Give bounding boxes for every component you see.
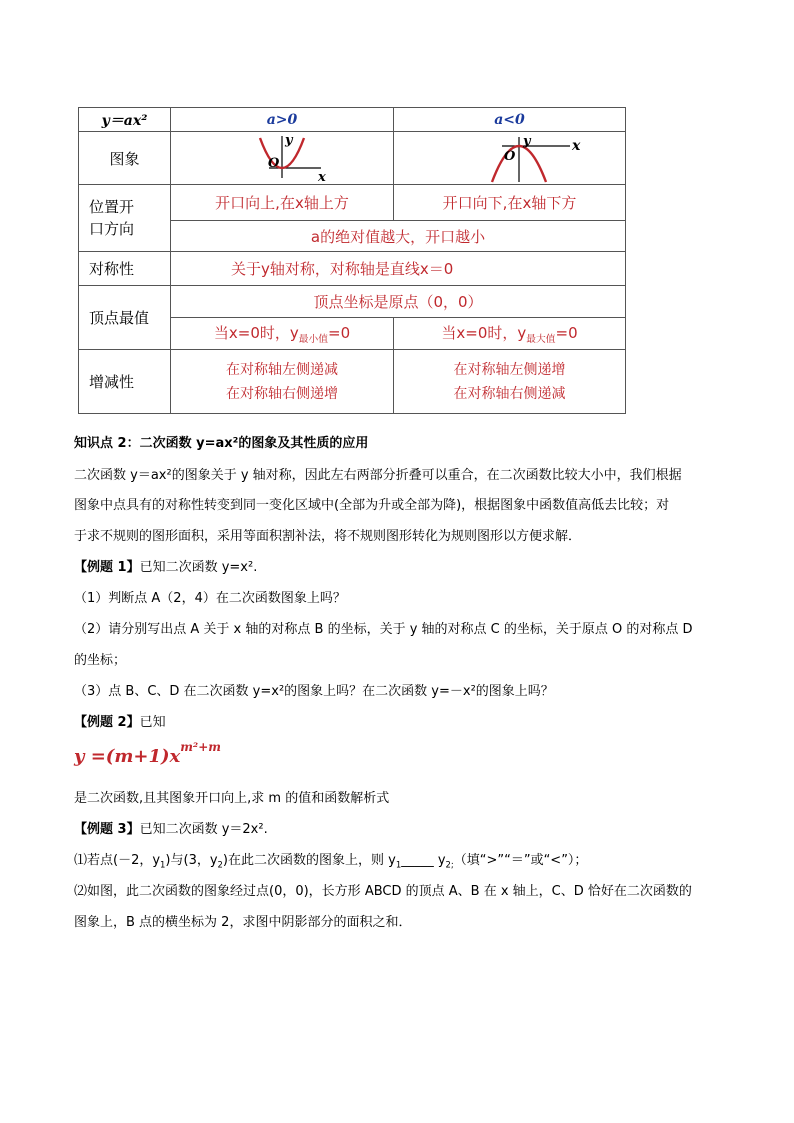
opening-negative: 开口向下,在x轴下方 [394,185,626,221]
example-2-header: 【例题 2】已知 [74,715,166,730]
example-1-q1: （1）判断点 A（2，4）在二次函数图象上吗？ [74,591,346,606]
header-a-positive: a>0 [171,108,394,132]
graph-negative-cell [394,132,626,185]
origin-label: O [504,149,516,164]
example-3-q2-line-1: ⑵如图，此二次函数的图象经过点(0，0)，长方形 ABCD 的顶点 A、B 在 x 轴上，C、D 恰好在二次函数的 [74,884,692,899]
example-3-q2-line-2: 图象上，B 点的横坐标为 2，求图中阴影部分的面积之和． [74,915,412,930]
opening-common: a的绝对值越大，开口越小 [171,221,626,252]
opening-positive: 开口向上,在x轴上方 [171,185,394,221]
y-axis-label: y [523,134,531,149]
example-2-text: 是二次函数,且其图象开口向上,求 m 的值和函数解析式 [74,791,390,806]
x-axis-label: x [318,170,326,184]
vertex-positive: 当x=0时，$y_{最小值}=0$ [171,318,394,350]
y-axis-label: y [285,133,293,148]
header-label: y＝ax² [79,108,171,132]
parabola-up-graph [171,132,394,184]
properties-table [78,107,626,414]
graph-label: 图象 [79,132,171,185]
opening-label: 位置开 口方向 [79,185,171,252]
example-1-q2-line-2: 的坐标； [74,653,127,668]
monotonicity-positive: 在对称轴左侧递减 在对称轴右侧递增 [171,350,394,414]
vertex-common: 顶点坐标是原点（0，0） [171,286,626,318]
monotonicity-negative: 在对称轴左侧递增 在对称轴右侧递减 [394,350,626,414]
origin-label: O [268,156,280,171]
vertex-negative: 当x=0时，$y_{最大值}=0$ [394,318,626,350]
parabola-down-graph [394,132,626,184]
header-a-negative: a<0 [394,108,626,132]
kp2-paragraph-line-3: 于求不规则的图形面积，采用等面积割补法，将不规则图形转化为规则图形以方便求解． [74,529,582,544]
symmetry-label: 对称性 [79,252,171,286]
graph-positive-cell [171,132,394,185]
example-1-q2-line-1: （2）请分别写出点 A 关于 x 轴的对称点 B 的坐标，关于 y 轴的对称点 C 的坐标，关于原点 O 的对称点 D [74,622,693,637]
kp2-paragraph-line-1: 二次函数 y＝ax²的图象关于 y 轴对称，因此左右两部分折叠可以重合，在二次函数比较大小中，我们根据 [74,468,682,483]
answer-blank: _____ [401,853,434,868]
monotonicity-label: 增减性 [79,350,171,414]
kp2-paragraph-line-2: 图象中点具有的对称性转变到同一变化区域中(全部为升或全部为降)，根据图象中函数值高低去比较；对 [74,498,670,513]
knowledge-point-2-title: 知识点 2：二次函数 y=ax²的图象及其性质的应用 [74,436,369,451]
symmetry-value: 关于y轴对称，对称轴是直线x＝0 [171,252,626,286]
example-2-formula: $y =(m+1)x^{m^2+m}$ [74,740,221,767]
example-1-header: 【例题 1】已知二次函数 y=x². [74,560,258,575]
example-3-header: 【例题 3】已知二次函数 y＝2x². [74,822,268,837]
x-axis-label: x [572,138,581,154]
example-1-q3: （3）点 B、C、D 在二次函数 y=x²的图象上吗？在二次函数 y=－x²的图象上吗？ [74,684,554,699]
example-3-q1: ⑴若点(－2，$y_1$)与(3，$y_2$)在此二次函数的图象上，则 $y_1\_\_\_\_\_$ $y_{2;}$（填“>”“＝”或“<”）； [74,853,588,870]
vertex-label: 顶点最值 [79,286,171,350]
